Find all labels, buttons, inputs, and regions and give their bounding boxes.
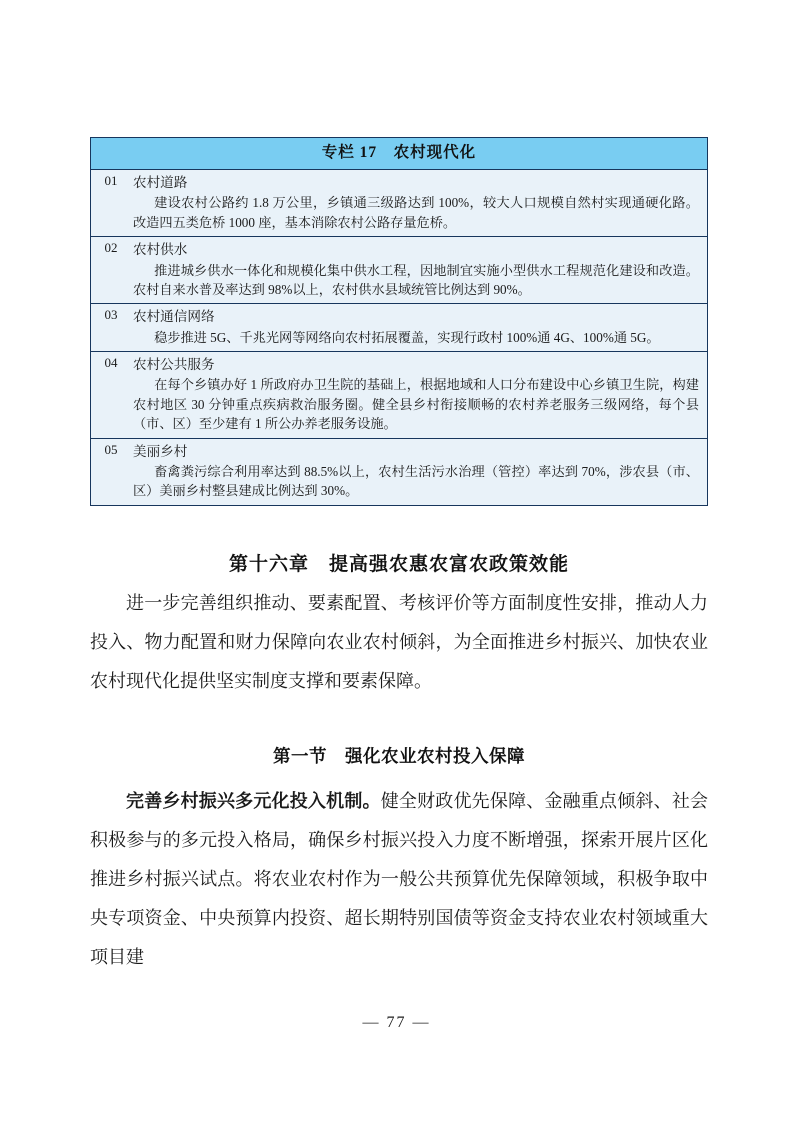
row-description: 推进城乡供水一体化和规模化集中供水工程，因地制宜实施小型供水工程规范化建设和改造。农村自来水普及率达到 98%以上，农村供水县域统管比例达到 90%。 [133,262,699,297]
row-description: 建设农村公路约 1.8 万公里，乡镇通三级路达到 100%，较大人口规模自然村实现通硬化路。改造四五类危桥 1000 座，基本消除农村公路存量危桥。 [133,195,699,230]
row-title: 农村供水 [133,242,188,258]
row-number: 01 [104,173,118,189]
table-row [91,439,707,505]
row-content [131,304,707,351]
section-paragraph-lead: 完善乡村振兴多元化投入机制。 [126,791,381,811]
row-number: 02 [104,240,118,256]
row-number: 05 [104,441,118,457]
row-content [131,237,707,303]
row-content [131,170,707,236]
feature-box-title: 专栏 17 农村现代化 [91,138,707,170]
chapter-heading: 第十六章 提高强农惠农富农政策效能 [228,554,569,575]
section-paragraph [90,782,708,977]
row-description: 在每个乡镇办好 1 所政府办卫生院的基础上，根据地域和人口分布建设中心乡镇卫生院，构建农村地区 30 分钟重点疾病救治服务圈。健全县乡村衔接顺畅的农村养老服务三级网络，每个县（市、区）至少建有 1 所公办养老服务设施。 [133,377,699,432]
row-number: 04 [104,355,118,371]
row-description: 稳步推进 5G、千兆光网等网络向农村拓展覆盖，实现行政村 100%通 4G、100%通 5G。 [154,329,660,345]
row-content [131,439,707,505]
feature-box-table [90,137,708,506]
row-title: 农村道路 [133,175,188,191]
row-title: 农村通信网络 [133,309,215,325]
table-row [91,237,707,304]
row-title: 美丽乡村 [133,443,188,459]
table-row [91,352,707,439]
table-row [91,304,707,352]
row-title: 农村公共服务 [133,357,215,373]
section-heading: 第一节 强化农业农村投入保障 [273,746,525,766]
page-number: — 77 — [362,1014,431,1031]
row-description: 畜禽粪污综合利用率达到 88.5%以上，农村生活污水治理（管控）率达到 70%，涉农县（市、区）美丽乡村整县建成比例达到 30%。 [133,463,699,499]
table-row [91,170,707,237]
chapter-paragraph: 进一步完善组织推动、要素配置、考核评价等方面制度性安排，推动人力投入、物力配置和财力保障向农业农村倾斜，为全面推进乡村振兴、加快农业农村现代化提供坚实制度支撑和要素保障。 [90,593,708,691]
row-content [131,352,707,438]
section-paragraph-body: 健全财政优先保障、金融重点倾斜、社会积极参与的多元投入格局，确保乡村振兴投入力度不断增强，探索开展片区化推进乡村振兴试点。将农业农村作为一般公共预算优先保障领域，积极争取中央专项资金、中央预算内投资、超长期特别国债等资金支持农业农村领域重大项目建 [90,791,709,967]
row-number: 03 [104,307,118,323]
